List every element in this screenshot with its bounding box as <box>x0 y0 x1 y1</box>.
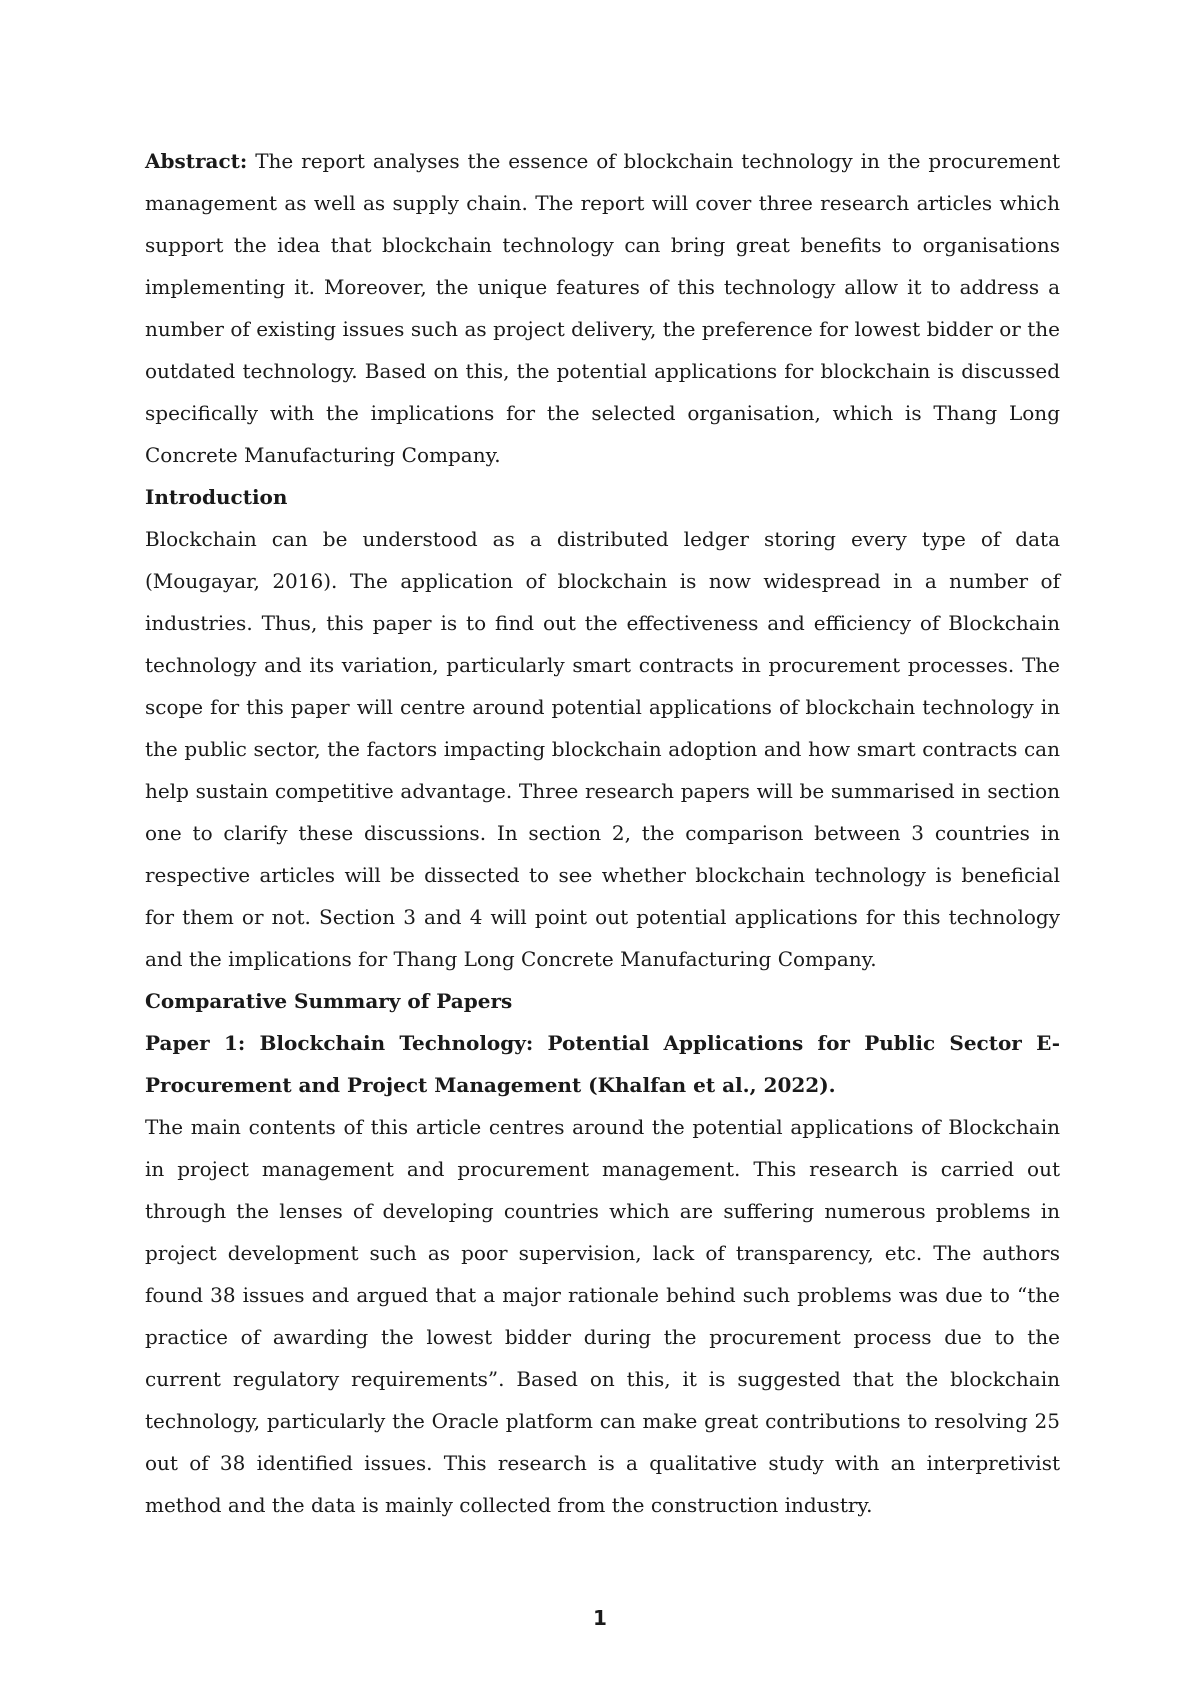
page-number: 1 <box>593 1606 607 1630</box>
paper1-paragraph: The main contents of this article centres around the potential applications of Blockchain in project management and procurement management. This research is carried out through the lenses of developing countries which are suffering numerous problems in project development such as poor supervision, lack of transparency, etc. The authors found 38 issues and argued that a major rationale behind such problems was due to “the practice of awarding the lowest bidder during the procurement process due to the current regulatory requirements”. Based on this, it is suggested that the blockchain technology, particularly the Oracle platform can make great contributions to resolving 25 out of 38 identified issues. This research is a qualitative study with an interpretivist method and the data is mainly collected from the construction industry. <box>145 1115 1060 1517</box>
comparative-summary-heading: Comparative Summary of Papers <box>145 989 513 1013</box>
abstract-paragraph <box>145 140 1060 476</box>
introduction-heading: Introduction <box>145 485 288 509</box>
introduction-paragraph: Blockchain can be understood as a distributed ledger storing every type of data (Mougayar, 2016). The application of blockchain is now widespread in a number of industries. Thus, this paper is to find out the effectiveness and efficiency of Blockchain technology and its variation, particularly smart contracts in procurement processes. The scope for this paper will centre around potential applications of blockchain technology in the public sector, the factors impacting blockchain adoption and how smart contracts can help sustain competitive advantage. Three research papers will be summarised in section one to clarify these discussions. In section 2, the comparison between 3 countries in respective articles will be dissected to see whether blockchain technology is beneficial for them or not. Section 3 and 4 will point out potential applications for this technology and the implications for Thang Long Concrete Manufacturing Company. <box>145 527 1060 971</box>
abstract-text: The report analyses the essence of blockchain technology in the procurement management as well as supply chain. The report will cover three research articles which support the idea that blockchain technology can bring great benefits to organisations implementing it. Moreover, the unique features of this technology allow it to address a number of existing issues such as project delivery, the preference for lowest bidder or the outdated technology. Based on this, the potential applications for blockchain is discussed specifically with the implications for the selected organisation, which is Thang Long Concrete Manufacturing Company. <box>145 149 1060 467</box>
paper1-heading: Paper 1: Blockchain Technology: Potential Applications for Public Sector E-Procurement and Project Management (Khalfan et al., 2022). <box>145 1031 1060 1097</box>
abstract-label: Abstract: <box>145 149 248 173</box>
document-page <box>145 140 1060 1526</box>
